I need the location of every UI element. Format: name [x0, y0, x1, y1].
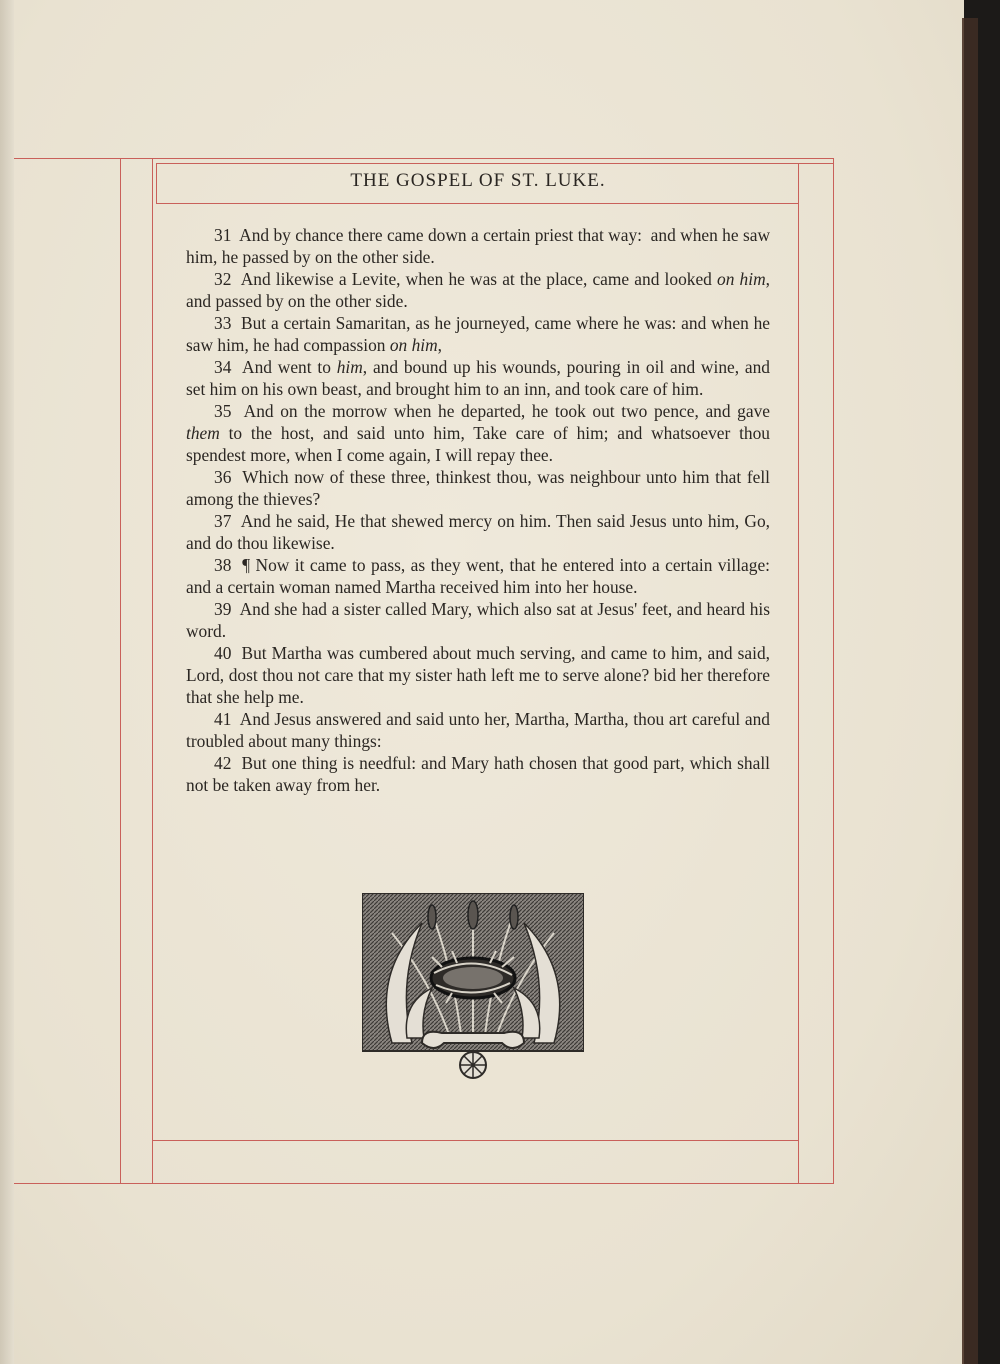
verse-37: 37 And he said, He that shewed mercy on him. Then said Jesus unto him, Go, and do thou likewise.	[186, 511, 770, 553]
verse-35: 35 And on the morrow when he departed, he took out two pence, and gave them to the host, and said unto him, Take care of him; and whatsoever thou spendest more, when I come again, I will repay thee.	[186, 401, 770, 465]
verse-32: 32 And likewise a Levite, when he was at the place, came and looked on him, and passed by on the other side.	[186, 269, 770, 311]
crown-of-thorns-icon	[362, 893, 584, 1081]
verse-34: 34 And went to him, and bound up his wounds, pouring in oil and wine, and set him on his own beast, and brought him to an inn, and took care of him.	[186, 357, 770, 399]
verse-40: 40 But Martha was cumbered about much serving, and came to him, and said, Lord, dost thou not care that my sister hath left me to serve alone? bid her therefore that she help me.	[186, 643, 770, 707]
verse-41: 41 And Jesus answered and said unto her, Martha, Martha, thou art careful and troubled about many things:	[186, 709, 770, 751]
verse-42: 42 But one thing is needful: and Mary hath chosen that good part, which shall not be taken away from her.	[186, 753, 770, 795]
page-title: THE GOSPEL OF ST. LUKE.	[350, 170, 606, 191]
book-cover-edge	[962, 18, 978, 1364]
verse-39: 39 And she had a sister called Mary, which also sat at Jesus' feet, and heard his word.	[186, 599, 770, 641]
verse-text-block	[186, 224, 770, 796]
verse-36: 36 Which now of these three, thinkest thou, was neighbour unto him that fell among the thieves?	[186, 467, 770, 509]
verse-38: 38 ¶ Now it came to pass, as they went, that he entered into a certain village: and a certain woman named Martha received him into her house.	[186, 555, 770, 597]
verse-33: 33 But a certain Samaritan, as he journeyed, came where he was: and when he saw him, he had compassion on him,	[186, 313, 770, 355]
verse-31: 31 And by chance there came down a certain priest that way: and when he saw him, he passed by on the other side.	[186, 225, 770, 267]
